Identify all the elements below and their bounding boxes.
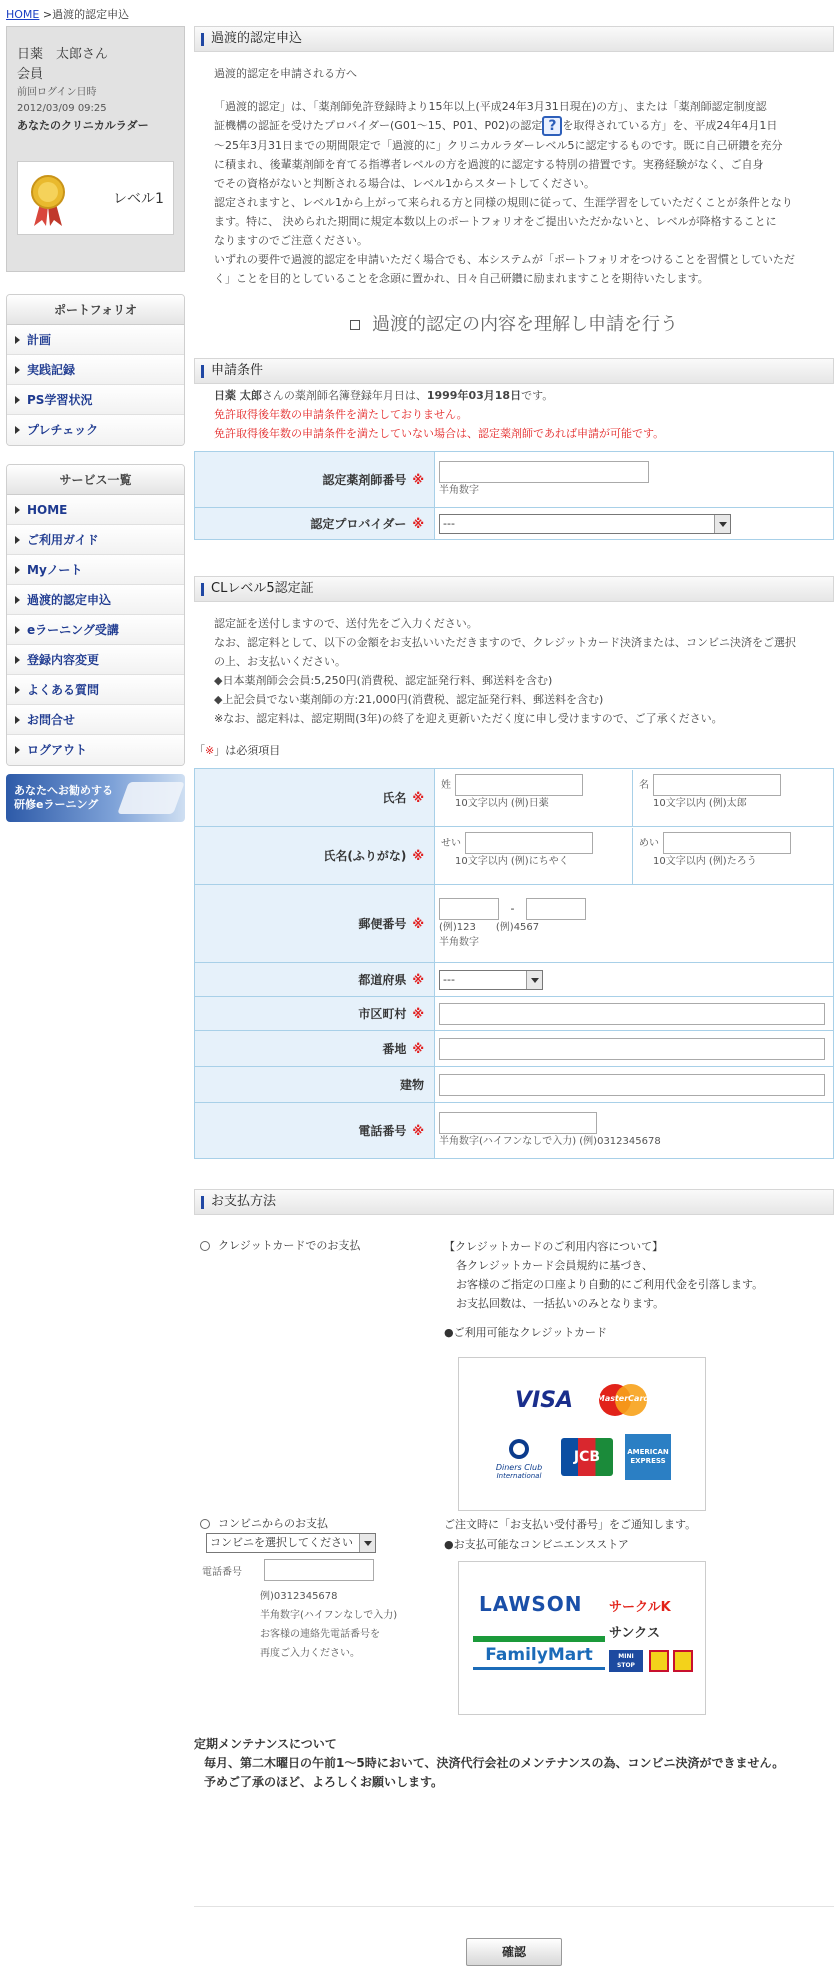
credit-l1: 各クレジットカード会員規約に基づき、 [456, 1259, 653, 1272]
chevron-down-icon [359, 1534, 375, 1552]
address-label: 番地 [382, 1042, 407, 1056]
breadcrumb [6, 6, 129, 22]
familymart-logo: FamilyMart [473, 1636, 605, 1670]
breadcrumb-home-link[interactable]: HOME [6, 8, 40, 21]
conv-notice: ご注文時に「お支払い受付番号」をご通知します。 [444, 1518, 697, 1531]
conv-select-value: コンビニを選択してください [210, 1536, 353, 1549]
diners-logo [487, 1438, 551, 1480]
nav-item-contact[interactable]: お問合せ [7, 705, 184, 735]
service-nav [6, 464, 185, 766]
intro-p2a: 認定されますと、レベル1から上がって来られる方と同様の規則に従って、生涯学習をしていただくことが条件となり [214, 196, 793, 209]
city-input[interactable] [439, 1003, 825, 1025]
chevron-down-icon [526, 971, 542, 989]
provider-value: --- [443, 516, 455, 530]
conv-tel-label: 電話番号 [202, 1567, 242, 1578]
credit-head: 【クレジットカードのご利用内容について】 [444, 1240, 664, 1253]
intro-p1e: でその資格がないと判断される場合は、レベル1からスタートしてください。 [214, 177, 595, 190]
conv-hint-4: 再度ご入力ください。 [260, 1648, 360, 1659]
last-login-label: 前回ログイン日時 [17, 87, 97, 98]
reg-end: です。 [521, 389, 554, 402]
zip-hint-2: 半角数字 [439, 936, 479, 948]
address-form [194, 768, 834, 1159]
confirm-button[interactable]: 確認 [466, 1938, 562, 1966]
conv-stores-head: ●お支払可能なコンビニエンスストア [444, 1538, 629, 1551]
sei-kana-label: せい [441, 837, 461, 849]
jcb-logo: JCB [561, 1438, 613, 1476]
required-note [194, 742, 834, 758]
tel-input[interactable] [439, 1112, 597, 1134]
zip-label: 郵便番号 [358, 917, 407, 931]
sei-kana-input[interactable] [465, 832, 593, 854]
banner-line1: あなたへお勧めする [14, 784, 113, 797]
banner-line2: 研修eラーニング [14, 798, 99, 811]
circlek-logo: サークルK [609, 1600, 671, 1615]
level-value: レベル1 [113, 191, 164, 207]
nav-item-mynote[interactable]: Myノート [7, 555, 184, 585]
intro-p1a: 「過渡的認定」は、「薬剤師免許登録時より15年以上(平成24年3月31日現在)の方」、または「薬剤師認定制度認 [214, 100, 767, 113]
intro-text [194, 64, 834, 288]
provider-label: 認定プロバイダー [310, 517, 407, 531]
daily-yamazaki-icon [649, 1650, 669, 1672]
yamazaki-icon [673, 1650, 693, 1672]
elearning-banner[interactable] [6, 774, 185, 822]
payment-area [194, 1215, 834, 1789]
nav-item-logout[interactable]: ログアウト [7, 735, 184, 765]
intro-p1d: に積まれ、後輩薬剤師を育てる指導者レベルの方を過渡的に認定する特別の措置です。実務経験がなく、ご自身 [214, 158, 764, 171]
zip-hint-1: (例)123 (例)4567 [439, 921, 540, 933]
nav-item-home[interactable]: HOME [7, 495, 184, 525]
provider-select[interactable] [439, 514, 731, 534]
required-mark: ※ [412, 1042, 424, 1056]
intro-p3b: く」ことを目的としていることを念頭に置かれ、日々自己研鑽に励まれますことを期待いたします。 [214, 272, 709, 285]
portfolio-nav [6, 294, 185, 446]
visa-logo: VISA [515, 1388, 574, 1413]
ministop-logo: MINI STOP [609, 1650, 643, 1672]
diners-text-2: International [496, 1472, 542, 1480]
reg-date: 1999年03月18日 [426, 389, 522, 402]
cert-l5: ◆上記会員でない薬剤師の方:21,000円(消費税、認定証発行料、郵送料を含む) [214, 693, 604, 706]
zip-input-1[interactable] [439, 898, 499, 920]
conv-store-logos [458, 1561, 706, 1715]
mei-kana-label: めい [639, 837, 659, 849]
conv-radio[interactable] [200, 1519, 210, 1529]
kana-label: 氏名(ふりがな) [323, 849, 407, 863]
nav-item-plan[interactable]: 計画 [7, 325, 184, 355]
required-mark: ※ [412, 917, 424, 931]
intro-p2c: なりますのでご注意ください。 [214, 234, 368, 247]
last-login-time: 2012/03/09 09:25 [17, 103, 107, 114]
tel-hint: 半角数字(ハイフンなしで入力) (例)0312345678 [439, 1136, 661, 1147]
name-label: 氏名 [382, 791, 407, 805]
medal-icon [28, 174, 68, 228]
mastercard-logo [595, 1382, 651, 1418]
nav-item-transitional-cert[interactable]: 過渡的認定申込 [7, 585, 184, 615]
credit-info [444, 1237, 763, 1342]
city-label: 市区町村 [358, 1007, 407, 1021]
apply-checkbox[interactable] [350, 320, 360, 330]
level-box [17, 161, 174, 235]
pref-select[interactable] [439, 970, 543, 990]
member-type: 会員 [17, 67, 44, 82]
user-name: 日薬 太郎さん [17, 47, 109, 62]
building-input[interactable] [439, 1074, 825, 1096]
warning-1: 免許取得後年数の申請条件を満たしておりません。 [214, 408, 468, 421]
required-mark: ※ [412, 791, 424, 805]
reg-mid: さんの薬剤師名簿登録年月日は、 [261, 389, 427, 402]
credit-radio[interactable] [200, 1241, 210, 1251]
required-mark: ※ [412, 1124, 424, 1138]
required-mark: ※ [412, 473, 424, 487]
credit-label: クレジットカードでのお支払 [218, 1239, 361, 1252]
nav-item-faq[interactable]: よくある質問 [7, 675, 184, 705]
required-open: 「 [194, 744, 205, 757]
main-content [194, 26, 834, 1789]
mei-label: 名 [639, 779, 649, 791]
maintenance-l1: 毎月、第二木曜日の午前1〜5時において、決済代行会社のメンテナンスの為、コンビニ決済ができません。 [204, 1756, 785, 1770]
conv-hints [260, 1587, 397, 1663]
nav-item-elearning[interactable]: eラーニング受講 [7, 615, 184, 645]
diners-text-1: Diners Club [495, 1463, 543, 1472]
pref-value: --- [443, 972, 455, 986]
conv-option[interactable] [200, 1515, 328, 1531]
credit-l3: お支払回数は、一括払いのみとなります。 [456, 1297, 665, 1310]
required-mark: ※ [412, 849, 424, 863]
breadcrumb-separator: > [39, 8, 53, 21]
cert-no-label: 認定薬剤師番号 [322, 473, 407, 487]
credit-l2: お客様のご指定の口座より自動的にご利用代金を引落します。 [456, 1278, 764, 1291]
breadcrumb-current: 過渡的認定申込 [52, 8, 130, 21]
zip-dash: - [510, 901, 515, 915]
maintenance-notice [194, 1735, 834, 1792]
nav-item-profile-edit[interactable]: 登録内容変更 [7, 645, 184, 675]
portfolio-nav-title: ポートフォリオ [7, 295, 184, 325]
sei-kana-hint: 10文字以内 (例)にちやく [455, 855, 569, 867]
building-label: 建物 [399, 1078, 424, 1092]
nav-item-guide[interactable]: ご利用ガイド [7, 525, 184, 555]
nav-item-practice-record[interactable]: 実践記録 [7, 355, 184, 385]
mastercard-text: MasterCard [596, 1394, 650, 1403]
cert-l1: 認定証を送付しますので、送付先をご入力ください。 [214, 617, 478, 630]
maintenance-l2: 予めご了承のほど、よろしくお願いします。 [204, 1775, 444, 1789]
warning-2: 免許取得後年数の申請条件を満たしていない場合は、認定薬剤師であれば申請が可能です。 [214, 427, 665, 440]
credit-option[interactable] [200, 1237, 360, 1253]
intro-p1c: 〜25年3月31日までの期間限定で「過渡的に」クリニカルラダーレベル5に認定するものです。既に自己研鑽を充分 [214, 139, 783, 152]
conv-label: コンビニからのお支払 [218, 1517, 328, 1530]
conv-select[interactable] [206, 1533, 376, 1553]
apply-label: 過渡的認定の内容を理解し申請を行う [372, 314, 678, 335]
required-close: 」は必須項目 [214, 744, 281, 757]
apply-checkbox-row[interactable] [334, 310, 694, 336]
cert-l4: ◆日本薬剤師会会員:5,250円(消費税、認定証発行料、郵送料を含む) [214, 674, 553, 687]
pref-label: 都道府県 [358, 973, 407, 987]
sei-label: 姓 [441, 779, 451, 791]
conv-info [444, 1515, 696, 1555]
nav-item-ps-status[interactable]: PS学習状況 [7, 385, 184, 415]
intro-p1b-pre: 証機構の認証を受けたプロバイダー(G01〜15、P01、P02)の認定 [214, 119, 543, 132]
required-note-mark: ※ [205, 744, 215, 757]
section-title-payment: お支払方法 [194, 1189, 834, 1215]
mei-kana-hint: 10文字以内 (例)たろう [653, 855, 757, 867]
amex-logo: AMERICAN EXPRESS [625, 1434, 671, 1480]
required-mark: ※ [412, 517, 424, 531]
tel-label: 電話番号 [358, 1124, 407, 1138]
intro-p3a: いずれの要件で過渡的認定を申請いただく場合でも、本システムが「ポートフォリオをつけることを習慣としていただ [214, 253, 795, 266]
intro-p2b: ます。特に、 決められた期間に規定本数以上のポートフォリオをご提出いただかないと、レベルが降格することに [214, 215, 777, 228]
section-title-conditions: 申請条件 [194, 358, 834, 384]
cert-l3: の上、お支払いください。 [214, 655, 346, 668]
required-mark: ※ [412, 1007, 424, 1021]
mei-input[interactable] [653, 774, 781, 796]
cert-no-hint: 半角数字 [439, 485, 479, 496]
maintenance-title: 定期メンテナンスについて [194, 1737, 337, 1751]
conv-tel-input[interactable] [264, 1559, 374, 1581]
credit-card-logos [458, 1357, 706, 1511]
intro-p1b-post: を取得されている方」を、平成24年4月1日 [562, 119, 778, 132]
divider [194, 1906, 834, 1907]
mei-kana-input[interactable] [663, 832, 791, 854]
conv-hint-3: お客様の連絡先電話番号を [260, 1629, 380, 1640]
required-mark: ※ [412, 973, 424, 987]
intro-lead: 過渡的認定を申請される方へ [214, 67, 357, 80]
conditions-form [194, 451, 834, 540]
cert-l2: なお、認定料として、以下の金額をお支払いいただきますので、クレジットカード決済または、コンビニ決済をご選択 [214, 636, 796, 649]
zip-input-2[interactable] [526, 898, 586, 920]
lawson-logo: LAWSON [479, 1592, 583, 1616]
chevron-down-icon [714, 515, 730, 533]
section-title-cert: CLレベル5認定証 [194, 576, 834, 602]
cards-head: ●ご利用可能なクレジットカード [444, 1326, 607, 1339]
cert-text [194, 614, 834, 728]
cert-no-input[interactable] [439, 461, 649, 483]
conditions-text [194, 386, 834, 443]
conv-hint-1: 例)0312345678 [260, 1591, 338, 1602]
clinical-ladder-label: あなたのクリニカルラダー [17, 119, 149, 132]
sei-input[interactable] [455, 774, 583, 796]
help-icon[interactable]: ? [542, 116, 562, 136]
reg-name: 日薬 太郎 [214, 389, 262, 402]
nav-item-precheck[interactable]: プレチェック [7, 415, 184, 445]
sunkus-logo: サンクス [609, 1626, 660, 1641]
address-input[interactable] [439, 1038, 825, 1060]
sei-hint: 10文字以内 (例)日薬 [455, 797, 549, 809]
diners-icon [499, 1438, 539, 1460]
cert-l6: ※なお、認定料は、認定期間(3年)の終了を迎え更新いただく度に申し受けますので、ご了承ください。 [214, 712, 723, 725]
conv-hint-2: 半角数字(ハイフンなしで入力) [260, 1610, 398, 1621]
service-nav-title: サービス一覧 [7, 465, 184, 495]
section-title-intro: 過渡的認定申込 [194, 26, 834, 52]
mei-hint: 10文字以内 (例)太郎 [653, 797, 747, 809]
profile-panel [6, 26, 185, 272]
